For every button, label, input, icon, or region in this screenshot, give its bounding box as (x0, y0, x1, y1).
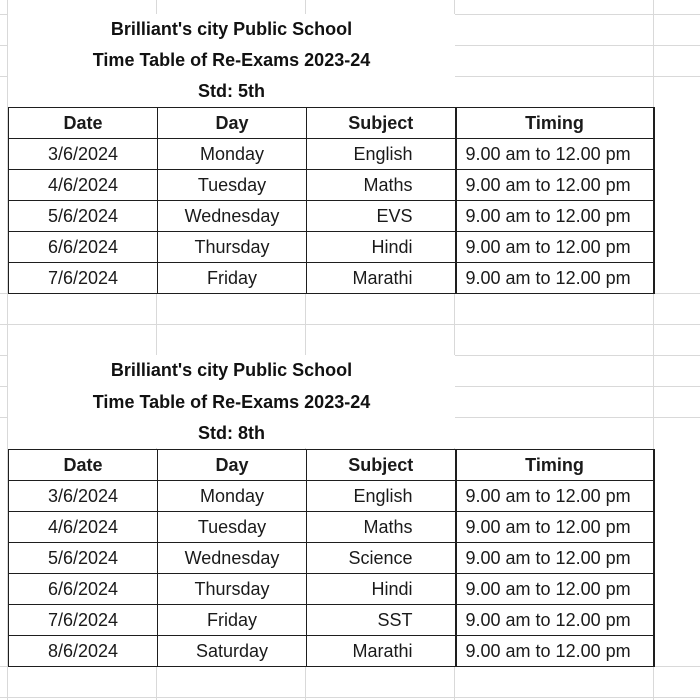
cell-subject[interactable]: Marathi (307, 636, 456, 667)
cell-day[interactable]: Wednesday (158, 201, 307, 232)
table-row (9, 636, 654, 667)
school-name: Brilliant's city Public School (110, 19, 353, 39)
table-row (9, 263, 654, 294)
cell-day[interactable]: Thursday (158, 232, 307, 263)
table-header-row (9, 108, 654, 139)
table-row (9, 170, 654, 201)
cell-subject[interactable]: Hindi (307, 574, 456, 605)
table-header-row (9, 450, 654, 481)
cell-timing[interactable]: 9.00 am to 12.00 pm (456, 636, 654, 667)
cell-date[interactable]: 5/6/2024 (9, 543, 158, 574)
cell-subject[interactable]: English (307, 139, 456, 170)
timetable-subtitle: Time Table of Re-Exams 2023-24 (92, 50, 371, 70)
cell-date[interactable]: 8/6/2024 (9, 636, 158, 667)
header-timing[interactable]: Timing (456, 450, 654, 481)
header-date[interactable]: Date (9, 108, 158, 139)
cell-date[interactable]: 7/6/2024 (9, 605, 158, 636)
cell-date[interactable]: 7/6/2024 (9, 263, 158, 294)
header-subject[interactable]: Subject (307, 108, 456, 139)
cell-day[interactable]: Tuesday (158, 512, 307, 543)
std-label: Std: 5th (198, 81, 265, 101)
cell-day[interactable]: Thursday (158, 574, 307, 605)
school-name: Brilliant's city Public School (110, 360, 353, 380)
cell-subject[interactable]: Science (307, 543, 456, 574)
cell-timing[interactable]: 9.00 am to 12.00 pm (456, 139, 654, 170)
header-day[interactable]: Day (158, 450, 307, 481)
cell-timing[interactable]: 9.00 am to 12.00 pm (456, 512, 654, 543)
cell-day[interactable]: Monday (158, 139, 307, 170)
cell-day[interactable]: Friday (158, 263, 307, 294)
cell-timing[interactable]: 9.00 am to 12.00 pm (456, 263, 654, 294)
cell-timing[interactable]: 9.00 am to 12.00 pm (456, 201, 654, 232)
grid-line (0, 697, 700, 698)
cell-subject[interactable]: Hindi (307, 232, 456, 263)
cell-date[interactable]: 3/6/2024 (9, 481, 158, 512)
cell-date[interactable]: 4/6/2024 (9, 512, 158, 543)
cell-subject[interactable]: English (307, 481, 456, 512)
cell-timing[interactable]: 9.00 am to 12.00 pm (456, 605, 654, 636)
header-timing[interactable]: Timing (456, 108, 654, 139)
std-label: Std: 8th (198, 423, 265, 443)
cell-subject[interactable]: EVS (307, 201, 456, 232)
header-subject[interactable]: Subject (307, 450, 456, 481)
cell-subject[interactable]: Marathi (307, 263, 456, 294)
cell-day[interactable]: Saturday (158, 636, 307, 667)
cell-date[interactable]: 6/6/2024 (9, 232, 158, 263)
cell-day[interactable]: Friday (158, 605, 307, 636)
timetable-std-8 (8, 449, 655, 667)
table-row (9, 605, 654, 636)
cell-day[interactable]: Tuesday (158, 170, 307, 201)
cell-subject[interactable]: Maths (307, 170, 456, 201)
cell-date[interactable]: 3/6/2024 (9, 139, 158, 170)
table-row (9, 574, 654, 605)
cell-timing[interactable]: 9.00 am to 12.00 pm (456, 481, 654, 512)
cell-timing[interactable]: 9.00 am to 12.00 pm (456, 543, 654, 574)
cell-timing[interactable]: 9.00 am to 12.00 pm (456, 232, 654, 263)
table-row (9, 232, 654, 263)
table-row (9, 201, 654, 232)
cell-date[interactable]: 4/6/2024 (9, 170, 158, 201)
timetable-subtitle: Time Table of Re-Exams 2023-24 (92, 392, 371, 412)
header-day[interactable]: Day (158, 108, 307, 139)
table-row (9, 481, 654, 512)
cell-date[interactable]: 5/6/2024 (9, 201, 158, 232)
grid-line (0, 324, 700, 325)
cell-timing[interactable]: 9.00 am to 12.00 pm (456, 574, 654, 605)
cell-timing[interactable]: 9.00 am to 12.00 pm (456, 170, 654, 201)
cell-subject[interactable]: SST (307, 605, 456, 636)
header-date[interactable]: Date (9, 450, 158, 481)
table-row (9, 543, 654, 574)
table-row (9, 512, 654, 543)
cell-date[interactable]: 6/6/2024 (9, 574, 158, 605)
cell-day[interactable]: Monday (158, 481, 307, 512)
cell-subject[interactable]: Maths (307, 512, 456, 543)
table-row (9, 139, 654, 170)
timetable-std-5 (8, 107, 655, 294)
cell-day[interactable]: Wednesday (158, 543, 307, 574)
